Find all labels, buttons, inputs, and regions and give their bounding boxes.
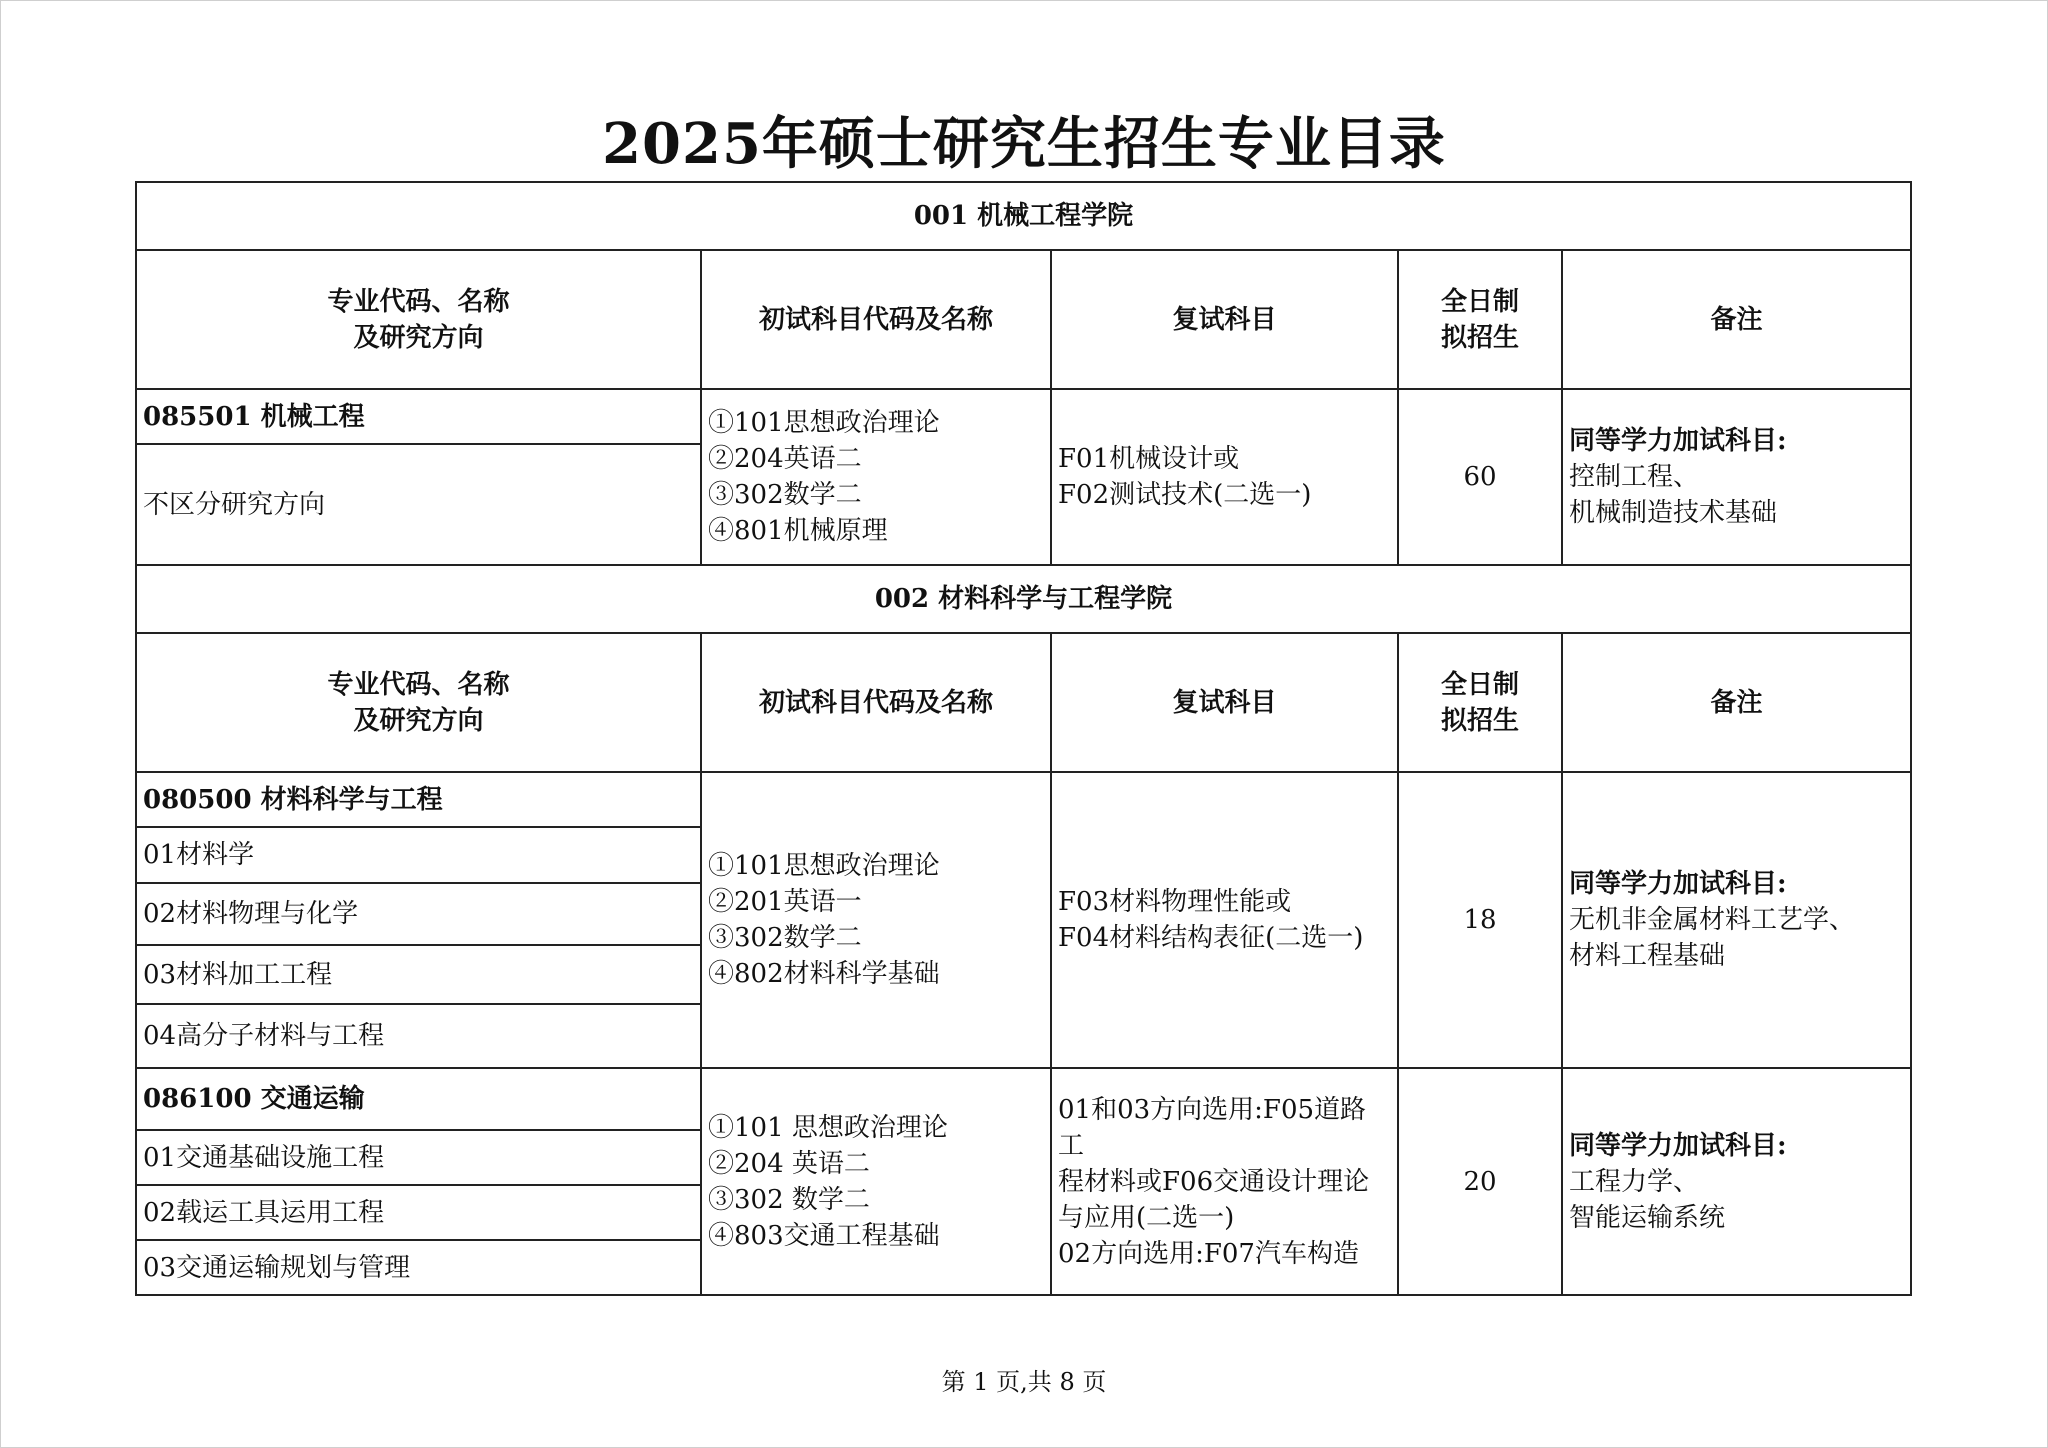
quota-value: 18 (1398, 772, 1562, 1068)
prelim-subjects: ①101思想政治理论 ②204英语二 ③302数学二 ④801机械原理 (701, 389, 1051, 565)
direction-item: 01材料学 (136, 827, 701, 883)
major-row (136, 1068, 1911, 1130)
header-quota: 全日制 拟招生 (1398, 250, 1562, 389)
header-quota: 全日制 拟招生 (1398, 633, 1562, 772)
remark: 同等学力加试科目: 控制工程、 机械制造技术基础 (1562, 389, 1911, 565)
direction-item: 02载运工具运用工程 (136, 1185, 701, 1240)
major-code-name: 080500 材料科学与工程 (136, 772, 701, 827)
direction-item: 03交通运输规划与管理 (136, 1240, 701, 1295)
college-row (136, 565, 1911, 633)
retest-subjects: F01机械设计或 F02测试技术(二选一) (1051, 389, 1398, 565)
college-title: 002 材料科学与工程学院 (136, 565, 1911, 633)
header-prelim: 初试科目代码及名称 (701, 633, 1051, 772)
retest-subjects: F03材料物理性能或 F04材料结构表征(二选一) (1051, 772, 1398, 1068)
major-row (136, 772, 1911, 827)
college-row (136, 182, 1911, 250)
retest-subjects: 01和03方向选用:F05道路工 程材料或F06交通设计理论 与应用(二选一) 02方向选用:F07汽车构造 (1051, 1068, 1398, 1295)
major-row (136, 389, 1911, 444)
direction-item: 03材料加工工程 (136, 945, 701, 1004)
major-code-name: 086100 交通运输 (136, 1068, 701, 1130)
quota-value: 60 (1398, 389, 1562, 565)
direction-item: 不区分研究方向 (136, 444, 701, 565)
direction-item: 01交通基础设施工程 (136, 1130, 701, 1185)
remark: 同等学力加试科目: 无机非金属材料工艺学、 材料工程基础 (1562, 772, 1911, 1068)
header-retest: 复试科目 (1051, 633, 1398, 772)
header-major: 专业代码、名称 及研究方向 (136, 250, 701, 389)
direction-item: 02材料物理与化学 (136, 883, 701, 945)
prelim-subjects: ①101思想政治理论 ②201英语一 ③302数学二 ④802材料科学基础 (701, 772, 1051, 1068)
header-major: 专业代码、名称 及研究方向 (136, 633, 701, 772)
quota-value: 20 (1398, 1068, 1562, 1295)
header-prelim: 初试科目代码及名称 (701, 250, 1051, 389)
major-code-name: 085501 机械工程 (136, 389, 701, 444)
header-remark: 备注 (1562, 250, 1911, 389)
header-retest: 复试科目 (1051, 250, 1398, 389)
header-row (136, 250, 1911, 389)
header-row (136, 633, 1911, 772)
header-remark: 备注 (1562, 633, 1911, 772)
college-title: 001 机械工程学院 (136, 182, 1911, 250)
page-footer: 第 1 页,共 8 页 (941, 1368, 1107, 1396)
remark: 同等学力加试科目: 工程力学、 智能运输系统 (1562, 1068, 1911, 1295)
catalog-table (135, 181, 1912, 1296)
page-title: 2025年硕士研究生招生专业目录 (602, 111, 1446, 177)
prelim-subjects: ①101 思想政治理论 ②204 英语二 ③302 数学二 ④803交通工程基础 (701, 1068, 1051, 1295)
direction-item: 04高分子材料与工程 (136, 1004, 701, 1068)
